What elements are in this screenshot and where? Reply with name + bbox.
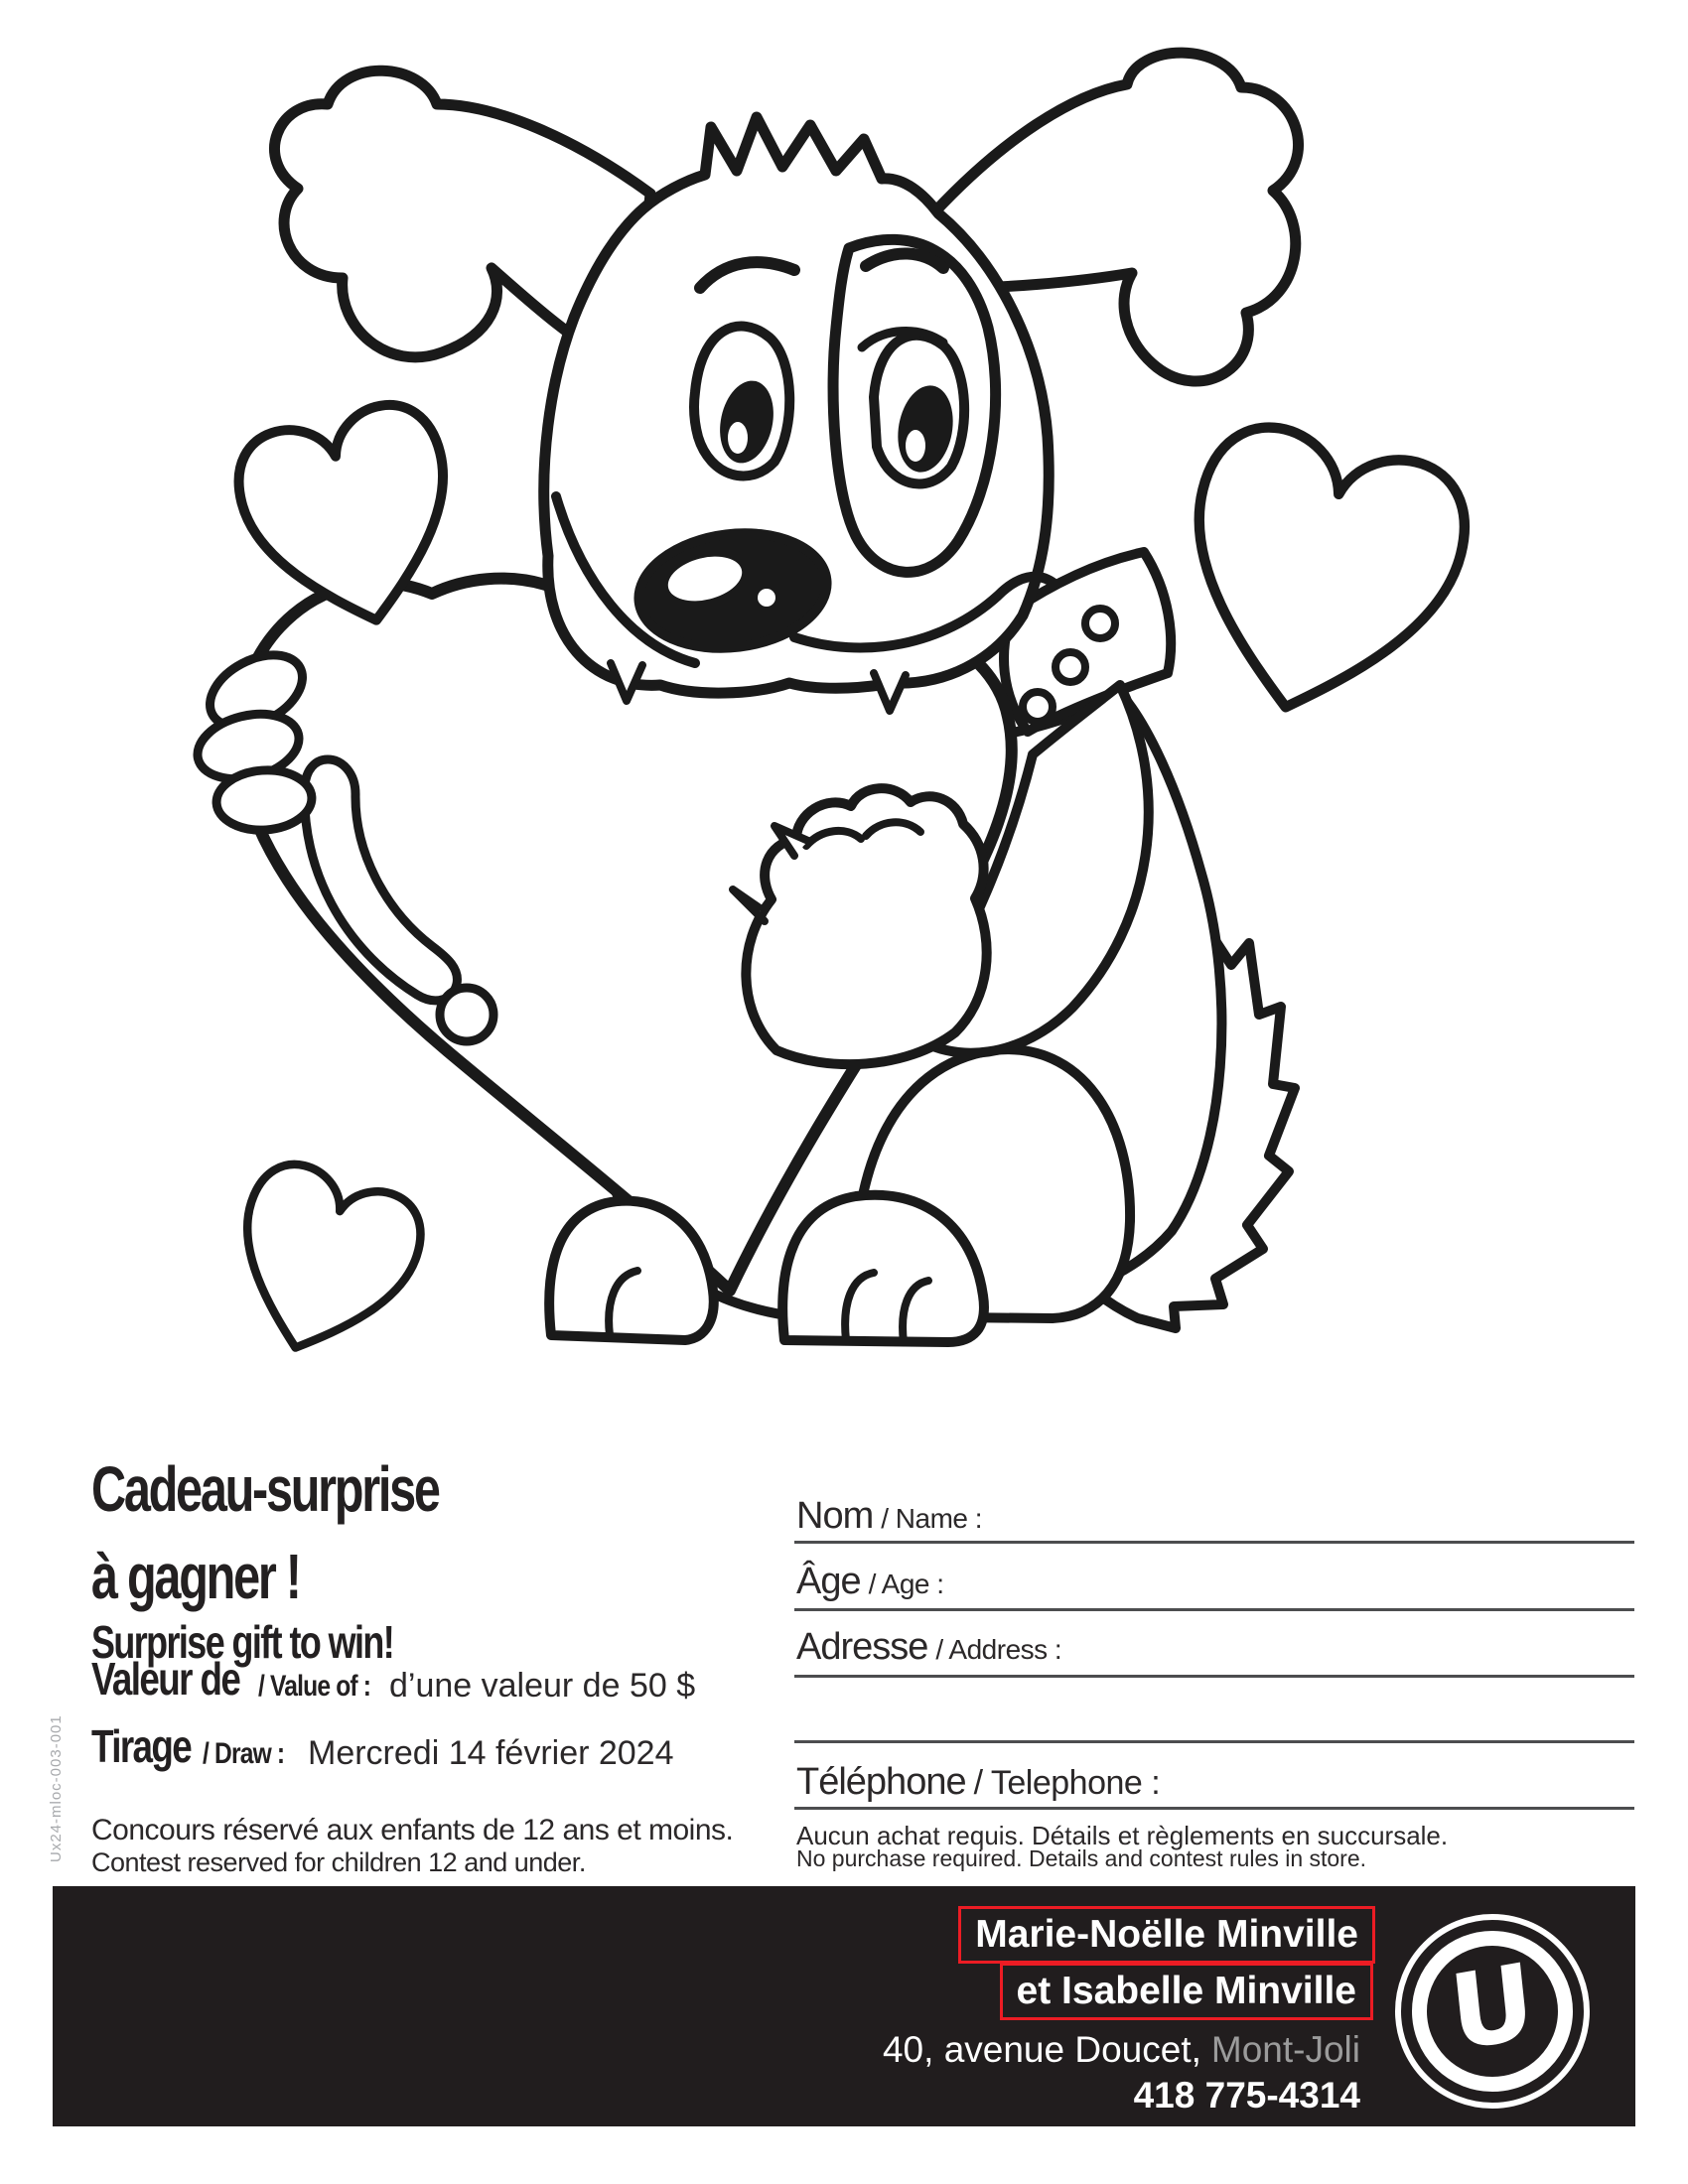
age-write-line[interactable] [794,1608,1634,1611]
value-text: d’une valeur de 50 $ [389,1667,696,1705]
eligibility-note-en: Contest reserved for children 12 and under. [91,1847,586,1877]
prize-value-row [91,1650,727,1706]
contest-title-line2: à gagner ! [91,1541,300,1612]
value-label-fr: Valeur de [91,1653,240,1705]
logo-ring [1412,1931,1573,2092]
draw-date-row [91,1717,727,1773]
phone-field-label: Téléphone / Telephone : [796,1761,1161,1803]
entry-form [794,1479,1634,1876]
no-purchase-note-en: No purchase required. Details and contest rules in store. [796,1845,1367,1871]
print-code: Ux24-mloc-003-001 [48,1714,65,1862]
uniprix-logo-icon [1395,1914,1590,2109]
winner-name-2-highlight-box: et Isabelle Minville [1000,1963,1373,2020]
eligibility-note-fr: Concours réservé aux enfants de 12 ans et moins. [91,1814,734,1846]
store-phone: 418 775-4314 [1133,2075,1360,2116]
contest-title-en: Surprise gift to win! [91,1616,394,1668]
phone-write-line[interactable] [794,1807,1634,1810]
winner-name-2 [1000,1963,1373,2020]
draw-label-fr: Tirage [91,1720,192,1772]
winner-name-1-highlight-box: Marie-Noëlle Minville [958,1906,1375,1964]
winner-name-1 [958,1906,1375,1964]
draw-date: Mercredi 14 février 2024 [308,1734,674,1772]
age-field-label: Âge / Age : [796,1561,944,1602]
store-street: 40, avenue Doucet, [882,2029,1201,2070]
address-write-line-1[interactable] [794,1675,1634,1678]
no-purchase-note-fr: Aucun achat requis. Détails et règlements en succursale. [796,1821,1449,1850]
logo-letter: U [1444,1939,1540,2076]
contest-title-fr [91,1445,439,1620]
value-label-en: / Value of : [258,1670,371,1703]
dog-left-paw [191,640,315,833]
dog-figure [191,53,1298,1342]
address-field-label: Adresse / Address : [796,1626,1062,1668]
name-field-label: Nom / Name : [796,1495,983,1537]
name-write-line[interactable] [794,1541,1634,1544]
store-footer-bar [53,1886,1635,2126]
store-address [883,2029,1360,2071]
contest-title-line1: Cadeau-surprise [91,1453,439,1525]
address-write-line-2[interactable] [794,1740,1634,1743]
store-city: Mont-Joli [1210,2029,1360,2070]
draw-label-en: / Draw : [203,1737,285,1770]
